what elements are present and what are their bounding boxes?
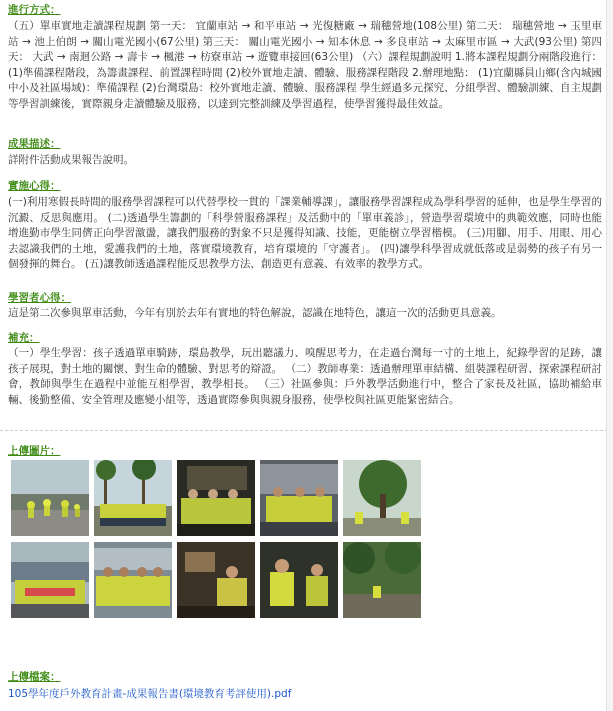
gallery-photo[interactable]: [94, 460, 172, 536]
attachment-file-link[interactable]: 105學年度戶外教育計畫-成果報告書(環境教育考評使用).pdf: [8, 688, 292, 700]
group-under-palm-trees-photo: [94, 460, 172, 536]
upload-photos-heading: 上傳圖片：: [8, 445, 61, 457]
supplement-heading: 補充：: [8, 332, 40, 344]
gallery-photo[interactable]: [177, 460, 255, 536]
upload-files-heading: 上傳檔案：: [8, 671, 61, 683]
reflection-text: (一)利用寒假長時間的服務學習課程可以代替學校一貫的「課業輔導課」，讓服務學習課程成為學科學習的延伸，也是學生學習的沉澱、反思與應用。 (二)透過學生籌劃的「科學營服務課程」及活動中的「單車義診」，營造學習環境中的典範效應，同時也能增進勤市學生同儕正向學習激盪，讓我們服務的對象不只是獲得知識、技能，更能樹立學習楷模。 (三)用腳、用手、用眼、用心去認識我們的土地，愛護我們的土地，落實環境教育，培育環境的「守護者」。 (四)讓學科學習成就低落或是弱勢的孩子有另一個發揮的舞台。 (五)讓教師透過課程能反思教學方法，創造更有意義、有效率的教學方式。: [8, 196, 602, 271]
gallery-photo[interactable]: [94, 542, 172, 618]
cyclists-on-road-photo: [11, 460, 89, 536]
gallery-photo[interactable]: [11, 542, 89, 618]
gallery-photo[interactable]: [343, 460, 421, 536]
group-photo-banner: [11, 542, 89, 618]
crowd-at-venue-photo: [94, 542, 172, 618]
gallery-photo[interactable]: [260, 460, 338, 536]
learner-text: 這是第二次參與單車活動，今年有別於去年有實地的特色解說，認識在地特色，讓這一次的活動更具意義。: [8, 307, 502, 319]
method-text: （五）單車實地走讀課程規劃 第一天： 宜蘭車站 → 和平車站 → 光復糖廠 → 瑞穗營地(108公里) 第二天： 瑞穗營地 → 玉里車站 → 池上伯朗 → 關山電光國小(67公里) 第三天： 關山電光國小 → 知本休息 → 多良車站 → 太麻里市區 → 大武(93公里) 第四天： 大武 → 南迴公路 → 壽卡 → 楓港 → 枋寮車站 → 遊覽車接回(63公里) （六）課程規劃說明 1.將本課程規劃分兩階段進行： (1)準備課程階段，為籌畫課程、前置課程時間 (2)校外實地走讀、體驗、服務課程階段 2.辦理地點： (1)宜蘭縣員山鄉(含內城國中小及社區場域)：準備課程 (2)台灣環島：校外實地走讀、體驗、服務課程 學生經過多元探究、分組學習、體驗訓練、自主規劃等學習訓練後，實際親身走讀體驗及服務，以達到完整訓練及學習過程，使學習獲得最佳效益。: [8, 20, 602, 110]
results-heading: 成果描述：: [8, 138, 61, 150]
supplement-text: （一）學生學習：孩子透過單車騎跡，環島教學，玩出聽議力、嗅醒思考力，在走過台灣每一寸的土地上，紀錄學習的足跡，讓孩子展現，對土地的關懷、對生命的體驗、對思考的辯證。 （二）教師專業：透過辦理單車結構、組裝課程研習、探索課程研討會，教師與學生在過程中並能互相學習，教學相長。 （三）社區參與：戶外教學活動進行中，整合了家長及社區，協助補給車輛、後勤整備、安全管理及應變小組等，透過實際參與與親身服務，使學校與社區更能緊密結合。: [8, 347, 602, 406]
gallery-photo[interactable]: [11, 460, 89, 536]
photo-gallery: [11, 460, 441, 618]
gallery-photo[interactable]: [177, 542, 255, 618]
results-text: 詳附件活動成果報告說明。: [8, 154, 134, 166]
method-heading: 進行方式：: [8, 4, 61, 16]
indoor-activity-photo: [177, 542, 255, 618]
gallery-photo[interactable]: [260, 542, 338, 618]
scrollbar-track[interactable]: [606, 0, 613, 711]
group-by-bus-photo: [260, 460, 338, 536]
gallery-photo[interactable]: [343, 542, 421, 618]
reflection-heading: 實施心得：: [8, 180, 61, 192]
tree-and-cyclists-photo: [343, 460, 421, 536]
night-group-vests-photo: [177, 460, 255, 536]
section-divider: [0, 430, 613, 431]
helmet-cyclists-night-photo: [260, 542, 338, 618]
learner-heading: 學習者心得：: [8, 292, 71, 304]
riders-in-forest-photo: [343, 542, 421, 618]
